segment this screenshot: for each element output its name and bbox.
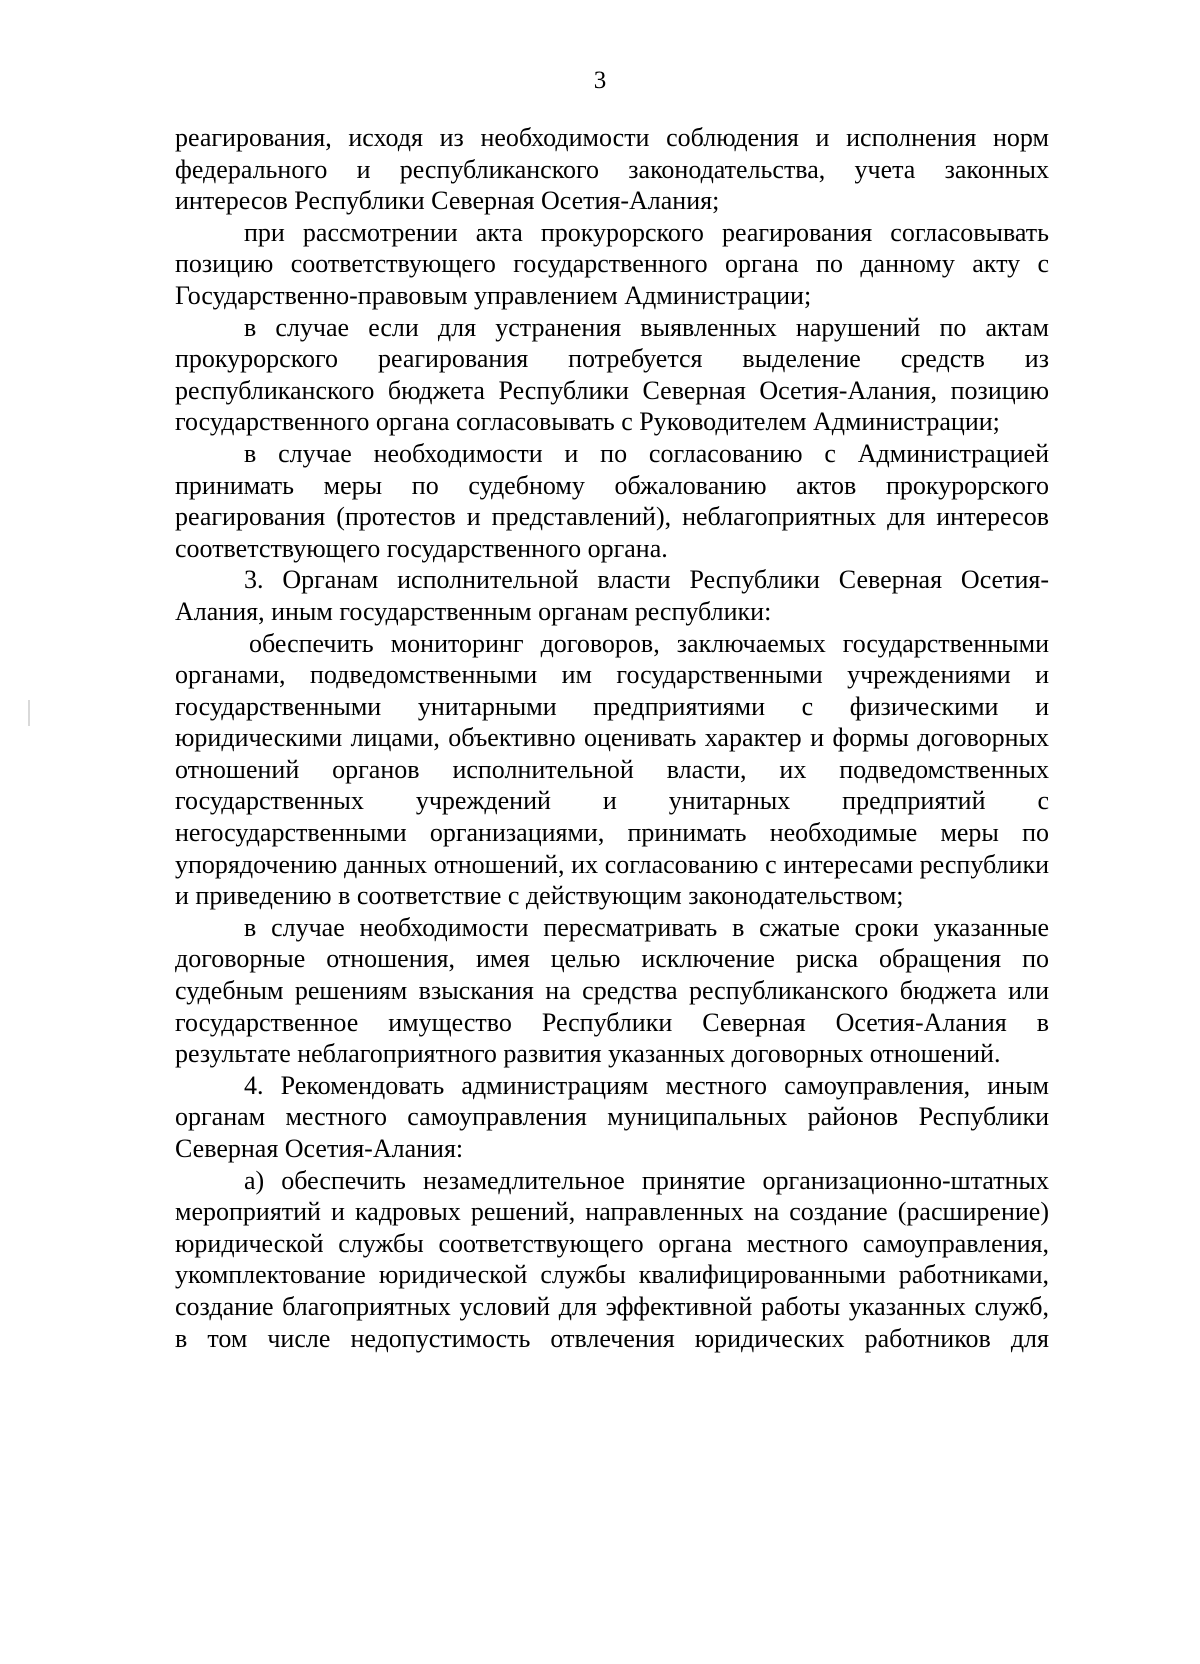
paragraph-contract-review: в случае необходимости пересматривать в сжатые сроки указанные договорные отношения, имея целью исключение риска обращения по судебным решениям взыскания на средства республиканского бюджета или государственное имущество Республики Северная Осетия-Алания в результате неблагоприятного развития указанных договорных отношений. [175, 912, 1049, 1069]
paragraph-contract-monitoring: обеспечить мониторинг договоров, заключаемых государственными органами, подведомственными им государственными учреждениями и государственными унитарными предприятиями с физическими и юридическими лицами, объективно оценивать характер и формы договорных отношений органов исполнительной власти, их подведомственных государственных учреждений и унитарных предприятий с негосударственными организациями, принимать необходимые меры по упорядочению данных отношений, их согласованию с интересами республики и приведению в соответствие с действующим законодательством; [175, 628, 1049, 911]
paragraph-judicial-appeal: в случае необходимости и по согласованию с Администрацией принимать меры по судебному обжалованию актов прокурорского реагирования (протестов и представлений), неблагоприятных для интересов соответствующего государственного органа. [175, 438, 1049, 563]
paragraph-approval-with-legal-department: при рассмотрении акта прокурорского реагирования согласовывать позицию соответствующего государственного органа по данному акту с Государственно-правовым управлением Администрации; [175, 217, 1049, 310]
paragraph-item-4: 4. Рекомендовать администрациям местного самоуправления, иным органам местного самоуправления муниципальных районов Республики Северная Осетия-Алания: [175, 1070, 1049, 1163]
paragraph-budget-funds: в случае если для устранения выявленных нарушений по актам прокурорского реагирования потребуется выделение средств из республиканского бюджета Республики Северная Осетия-Алания, позицию государственного органа согласовывать с Руководителем Администрации; [175, 312, 1049, 437]
paragraph-item-4a: а) обеспечить незамедлительное принятие организационно-штатных мероприятий и кадровых решений, направленных на создание (расширение) юридической службы соответствующего органа местного самоуправления, укомплектование юридической службы квалифицированными работниками, создание благоприятных условий для эффективной работы указанных служб, в том числе недопустимость отвлечения юридических работников для [175, 1165, 1049, 1353]
page-number: 3 [593, 67, 607, 94]
paragraph-continuation: реагирования, исходя из необходимости соблюдения и исполнения норм федерального и республиканского законодательства, учета законных интересов Республики Северная Осетия-Алания; [175, 123, 1049, 216]
scan-artifact [28, 700, 30, 726]
paragraph-item-3: 3. Органам исполнительной власти Республики Северная Осетия-Алания, иным государственным органам республики: [175, 565, 1049, 626]
document-body [175, 122, 1049, 1354]
